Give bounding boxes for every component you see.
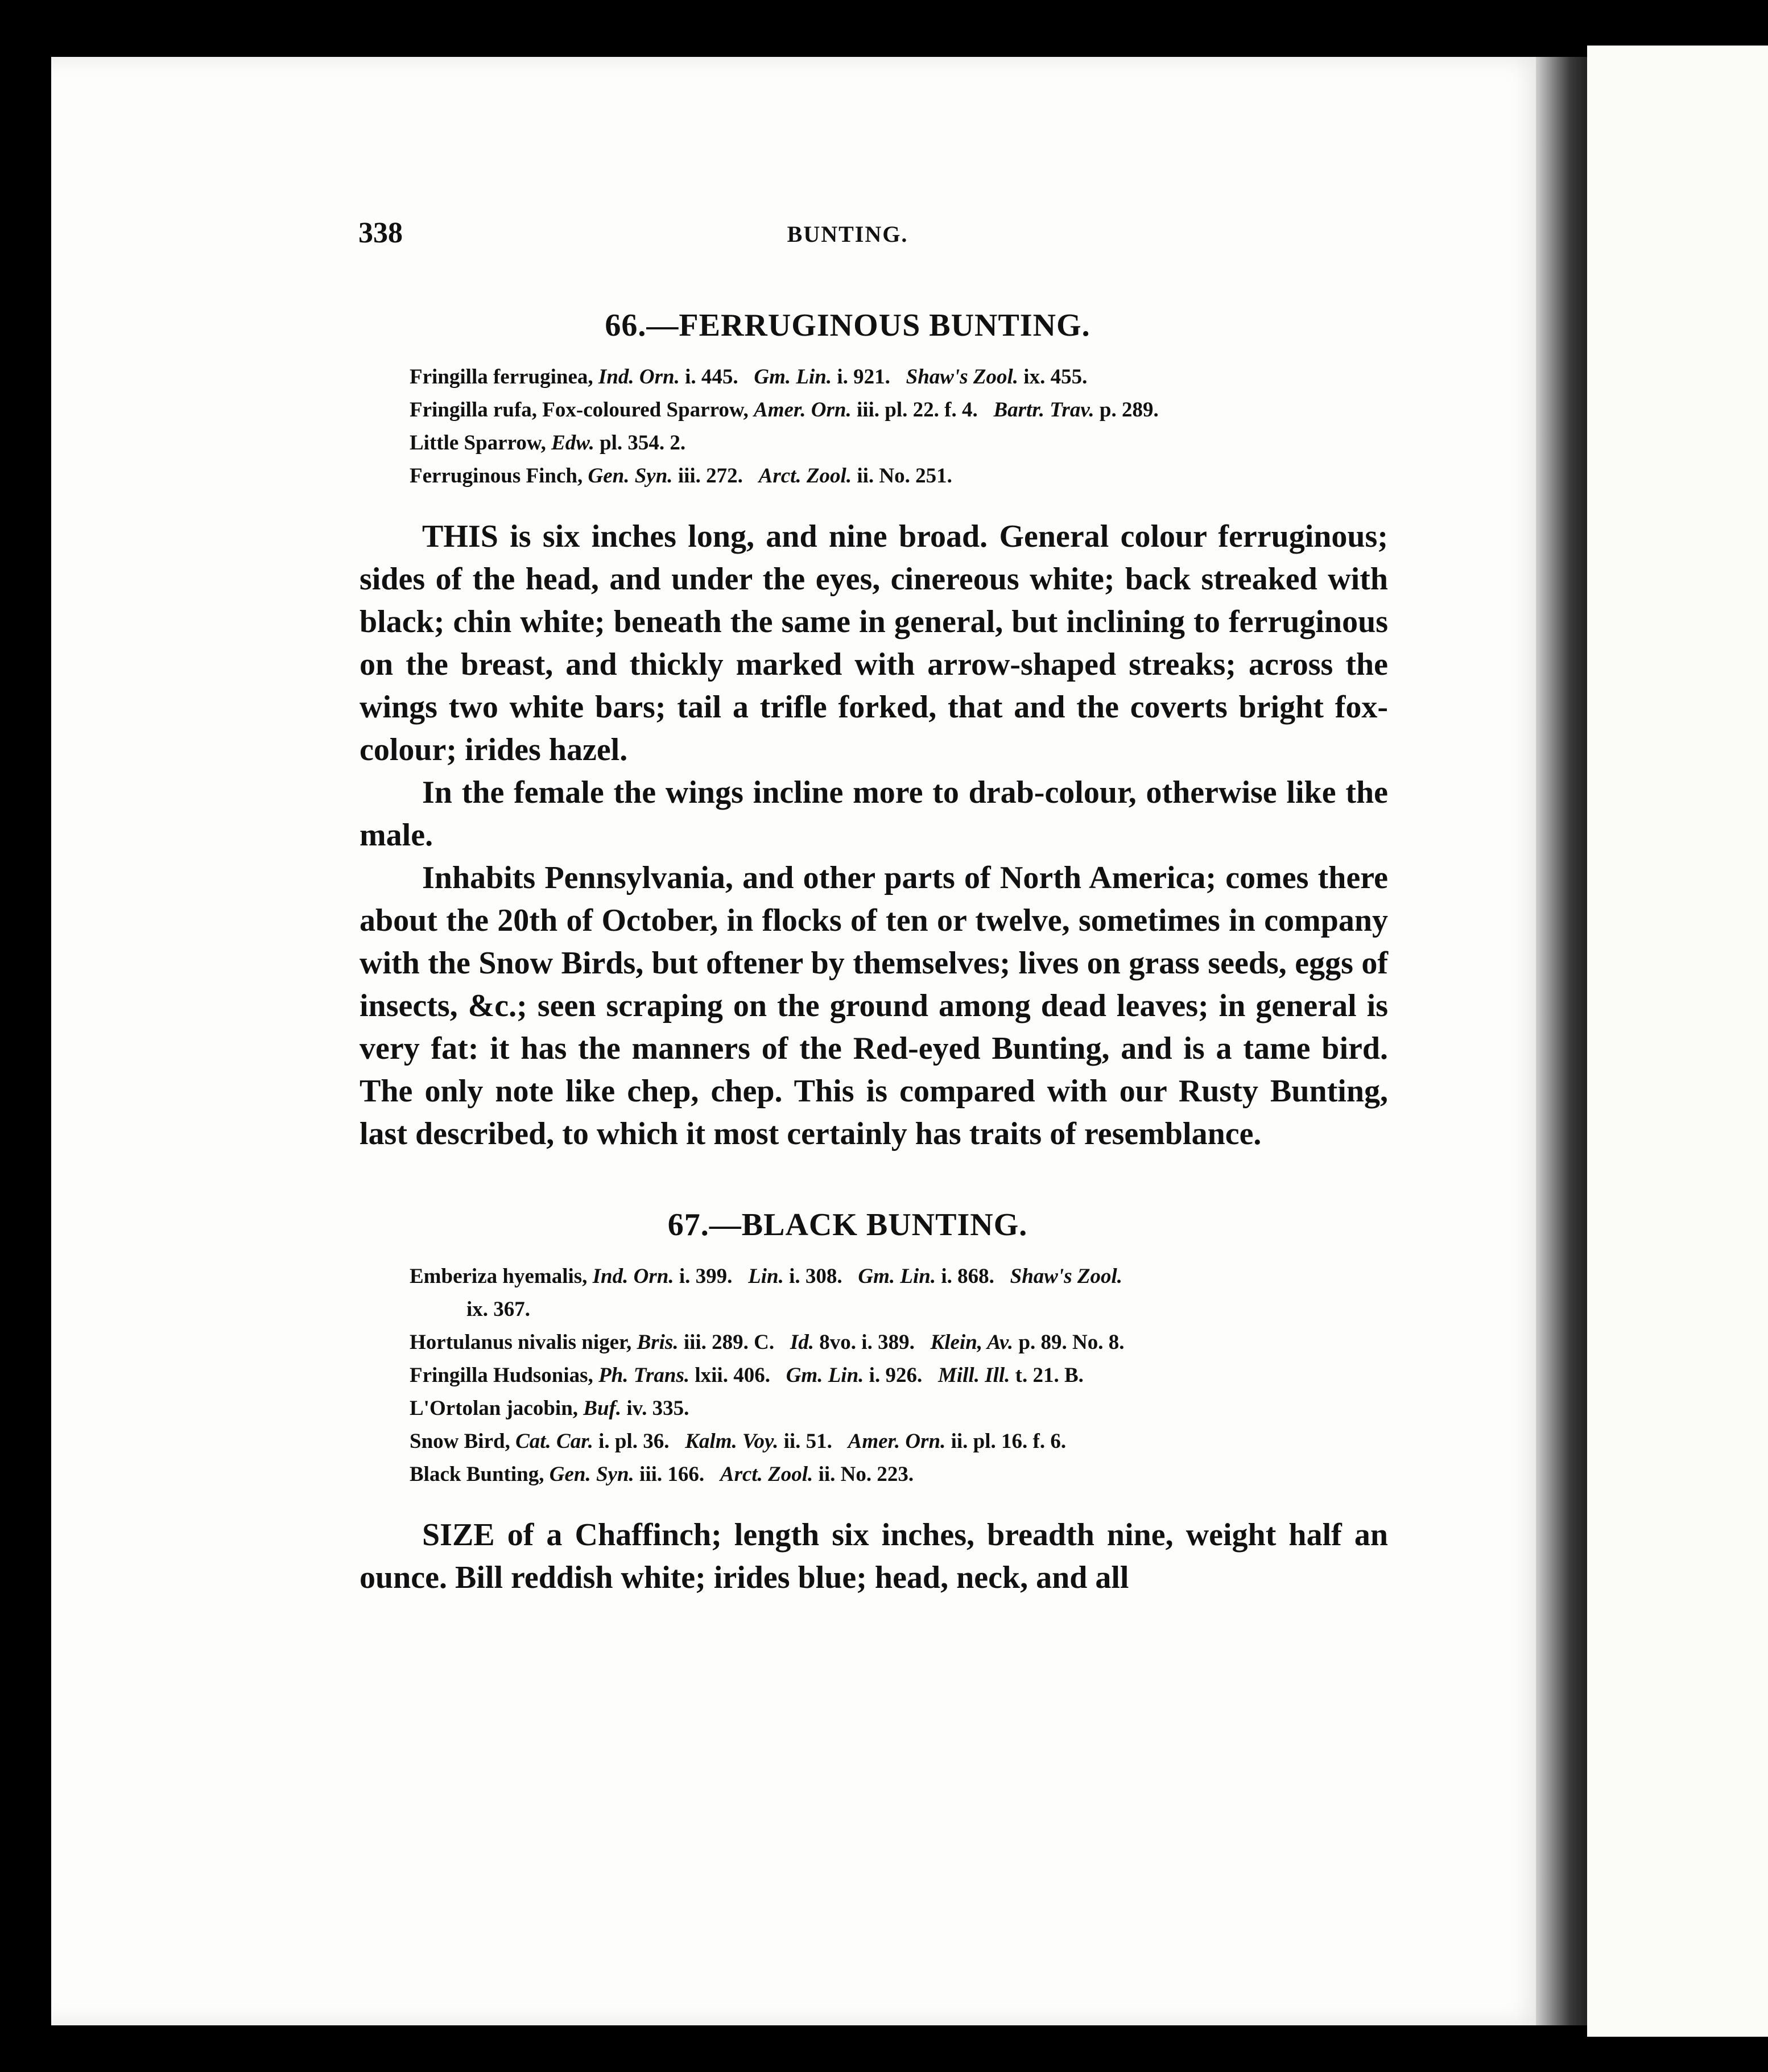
paragraph: SIZE of a Chaffinch; length six inches, breadth nine, weight half an ounce. Bill reddish white; irides blue; head, neck, and all (360, 1517, 1388, 1595)
reference-line: Black Bunting, Gen. Syn. iii. 166. Arct. Zool. ii. No. 223. (410, 1463, 914, 1486)
reference-line: Hortulanus nivalis niger, Bris. iii. 289. C. Id. 8vo. i. 389. Klein, Av. p. 89. No. 8. (410, 1331, 1125, 1354)
facing-page-edge (1587, 46, 1768, 2037)
reference-line: Emberiza hyemalis, Ind. Orn. i. 399. Lin. i. 308. Gm. Lin. i. 868. Shaw's Zool. (410, 1265, 1123, 1288)
running-title: BUNTING. (787, 221, 908, 247)
reference-line: Little Sparrow, Edw. pl. 354. 2. (410, 431, 686, 455)
page-content (307, 216, 1388, 1599)
reference-line: Ferruginous Finch, Gen. Syn. iii. 272. Arct. Zool. ii. No. 251. (410, 464, 952, 488)
running-head (307, 216, 1388, 256)
page-number: 338 (358, 217, 403, 249)
paragraph: In the female the wings incline more to drab-colour, otherwise like the male. (360, 775, 1388, 853)
paragraph: Inhabits Pennsylvania, and other parts of North America; comes there about the 20th of October, in flocks of ten or twelve, sometimes in company with the Snow Birds, but oftener by themselves; lives on grass seeds, eggs of insects, &c.; seen scraping on the ground among dead leaves; in general is very fat: it has the manners of the Red-eyed Bunting, and is a tame bird. The only note like chep, chep. This is compared with our Rusty Bunting, last described, to which it most certainly has traits of resemblance. (360, 860, 1388, 1151)
paragraph: THIS is six inches long, and nine broad. General colour ferruginous; sides of the head, and under the eyes, cinereous white; back streaked with black; chin white; beneath the same in general, but inclining to ferruginous on the breast, and thickly marked with arrow-shaped streaks; across the wings two white bars; tail a trifle forked, that and the coverts bright fox-colour; irides hazel. (360, 519, 1388, 767)
section-heading-67: 67.—BLACK BUNTING. (667, 1207, 1028, 1243)
reference-line: Fringilla rufa, Fox-coloured Sparrow, Amer. Orn. iii. pl. 22. f. 4. Bartr. Trav. p. 289. (410, 398, 1159, 422)
reference-line: Fringilla Hudsonias, Ph. Trans. lxii. 406. Gm. Lin. i. 926. Mill. Ill. t. 21. B. (410, 1364, 1084, 1387)
reference-line: L'Ortolan jacobin, Buf. iv. 335. (410, 1397, 689, 1420)
reference-line: Snow Bird, Cat. Car. i. pl. 36. Kalm. Voy. ii. 51. Amer. Orn. ii. pl. 16. f. 6. (410, 1430, 1067, 1453)
body-66 (307, 515, 1388, 1155)
references-66 (307, 361, 1388, 493)
body-67 (307, 1514, 1388, 1599)
section-heading-66: 66.—FERRUGINOUS BUNTING. (605, 308, 1090, 343)
reference-line: Fringilla ferruginea, Ind. Orn. i. 445. Gm. Lin. i. 921. Shaw's Zool. ix. 455. (410, 365, 1088, 389)
references-67 (307, 1260, 1388, 1491)
reference-line: ix. 367. (466, 1298, 531, 1321)
